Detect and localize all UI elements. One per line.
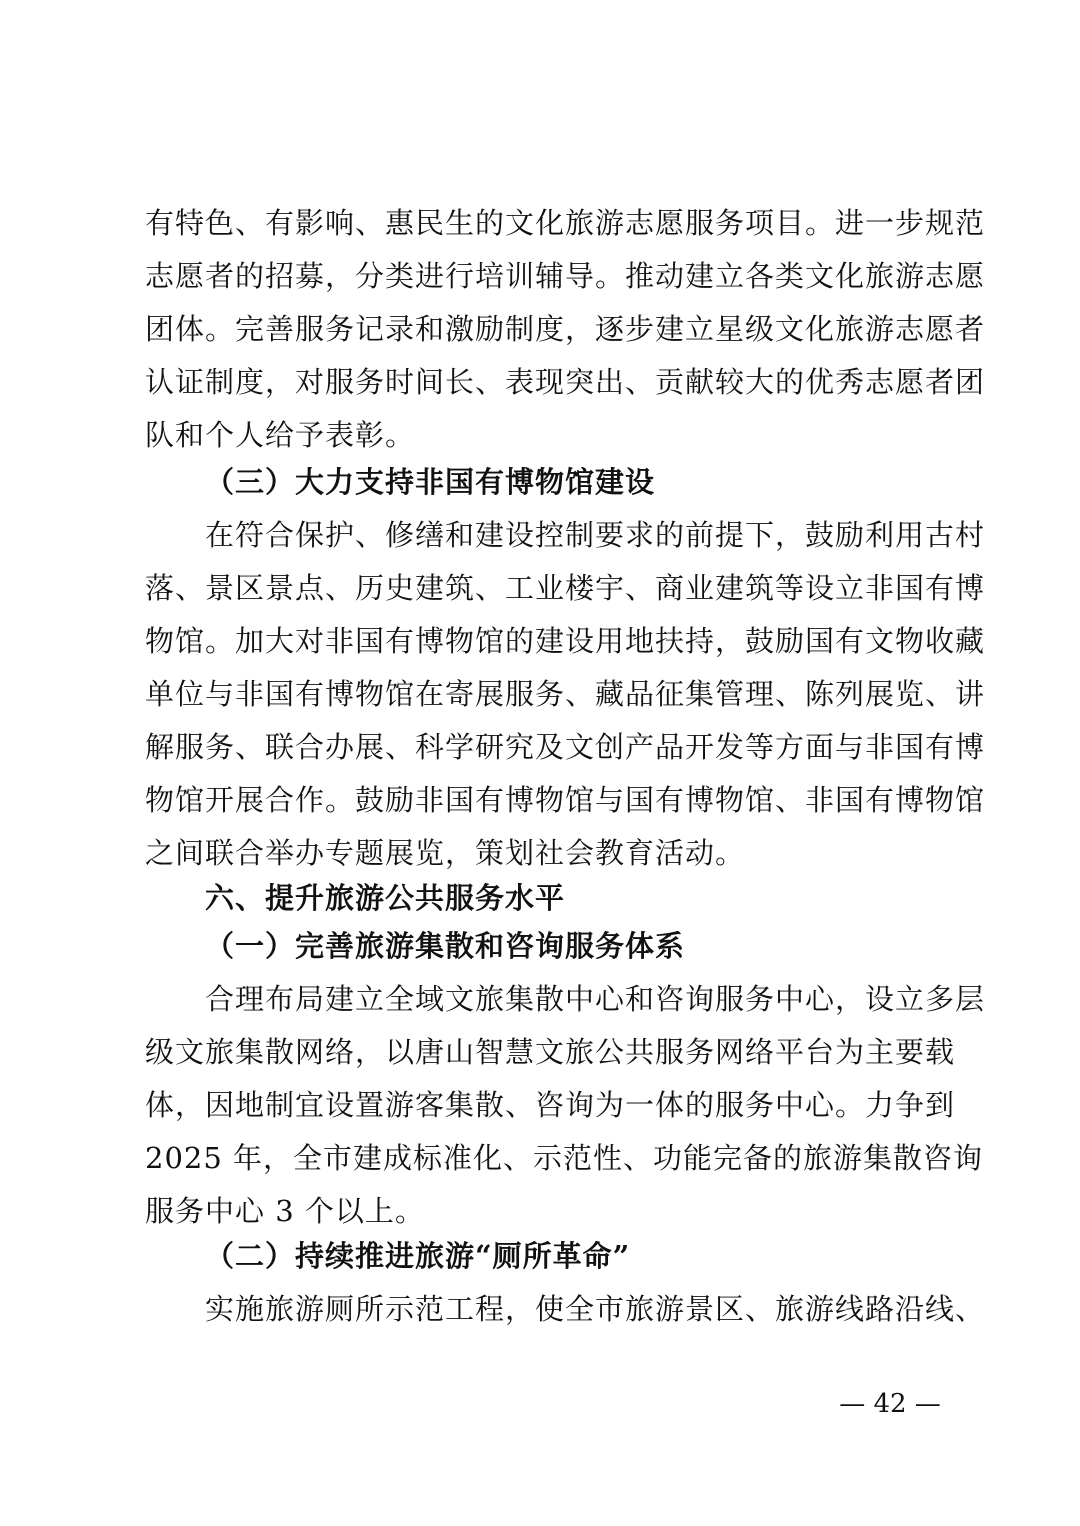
paragraph-line: 物馆。加大对非国有博物馆的建设用地扶持，鼓励国有文物收藏 [145,624,986,658]
paragraph-line: 单位与非国有博物馆在寄展服务、藏品征集管理、陈列展览、讲 [145,677,986,711]
paragraph-line: 体，因地制宜设置游客集散、咨询为一体的服务中心。力争到 [145,1088,956,1122]
paragraph-line: 级文旅集散网络，以唐山智慧文旅公共服务网络平台为主要载 [145,1035,956,1069]
paragraph-line: 实施旅游厕所示范工程，使全市旅游景区、旅游线路沿线、 [205,1292,986,1326]
paragraph-line: 之间联合举办专题展览，策划社会教育活动。 [145,836,746,870]
paragraph-line: 合理布局建立全域文旅集散中心和咨询服务中心，设立多层 [205,982,986,1016]
section-heading: （三）大力支持非国有博物馆建设 [205,465,656,499]
paragraph-line: 队和个人给予表彰。 [145,418,416,452]
paragraph-line: 物馆开展合作。鼓励非国有博物馆与国有博物馆、非国有博物馆 [145,783,986,817]
chapter-heading: 六、提升旅游公共服务水平 [205,881,566,915]
paragraph-line: 志愿者的招募，分类进行培训辅导。推动建立各类文化旅游志愿 [145,259,986,293]
paragraph-line: 落、景区景点、历史建筑、工业楼宇、商业建筑等设立非国有博 [145,571,986,605]
section-heading: （一）完善旅游集散和咨询服务体系 [205,929,686,963]
paragraph-line: 团体。完善服务记录和激励制度，逐步建立星级文化旅游志愿者 [145,312,986,346]
page-number: — 42 — [839,1389,941,1419]
paragraph-line: 2025 年，全市建成标准化、示范性、功能完备的旅游集散咨询 [145,1141,984,1175]
section-heading: （二）持续推进旅游“厕所革命” [205,1239,631,1273]
paragraph-line: 有特色、有影响、惠民生的文化旅游志愿服务项目。进一步规范 [145,206,986,240]
paragraph-line: 在符合保护、修缮和建设控制要求的前提下，鼓励利用古村 [205,518,986,552]
paragraph-line: 认证制度，对服务时间长、表现突出、贡献较大的优秀志愿者团 [145,365,986,399]
paragraph-line: 解服务、联合办展、科学研究及文创产品开发等方面与非国有博 [145,730,986,764]
paragraph-line: 服务中心 3 个以上。 [145,1194,425,1228]
